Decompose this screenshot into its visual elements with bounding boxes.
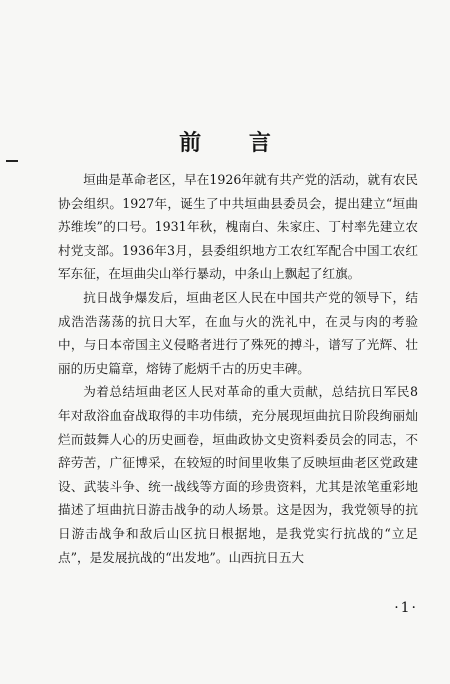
margin-mark [6,160,18,162]
page-number: ·1· [394,600,418,616]
body-text [58,168,418,569]
paragraph-1: 垣曲是革命老区，早在1926年就有共产党的活动，就有农民协会组织。1927年，诞生了中共垣曲县委员会，提出建立“垣曲苏维埃”的口号。1931年秋，槐南白、朱家庄、丁村率先建立农村党支部。1936年3月，县委组织地方工农红军配合中国工农红军东征，在垣曲尖山举行暴动，中条山上飘起了红旗。 [58,172,418,282]
paragraph-2: 抗日战争爆发后，垣曲老区人民在中国共产党的领导下，结成浩浩荡荡的抗日大军，在血与火的洗礼中，在灵与肉的考验中，与日本帝国主义侵略者进行了殊死的搏斗，谱写了光辉、壮丽的历史篇章，熔铸了彪炳千古的历史丰碑。 [58,289,418,376]
page-title: 前 言 [179,130,291,156]
paragraph-3: 为着总结垣曲老区人民对革命的重大贡献，总结抗日军民8年对敌浴血奋战取得的丰功伟绩，充分展现垣曲抗日阶段绚丽灿烂而鼓舞人心的历史画卷，垣曲政协文史资料委员会的同志，不辞劳苦，广征博采，在较短的时间里收集了反映垣曲老区党政建设、武装斗争、统一战线等方面的珍贵资料，尤其是浓笔重彩地描述了垣曲抗日游击战争的动人场景。这是因为，我党领导的抗日游击战争和敌后山区抗日根据地，是我党实行抗战的“立足点”，是发展抗战的“出发地”。山西抗日五大 [58,384,418,565]
